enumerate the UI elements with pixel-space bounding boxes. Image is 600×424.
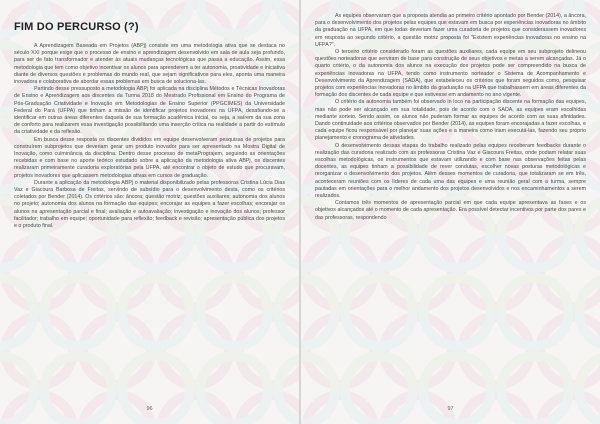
left-page — [0, 0, 299, 424]
right-page — [301, 0, 600, 424]
page-number: 97 — [447, 406, 454, 412]
left-body-text — [14, 43, 285, 230]
paragraph: Partindo desse pressuposto a metodologia ABPj foi aplicada na disciplina Métodos e Técnicas Inovadoras de Ensino e Aprendizagem aos discentes da Turma 2018 do Mestrado Profissional em Ensino do Programa de Pós-Graduação Criatividade e Inovação em Metodologias de Ensino Superior (PPGCIMES) da Universidade Federal do Pará (UFPA) que tinham a missão de identificar projetos inovadores na UFPA, desafiando-se a identificar em outras áreas diferentes daquela de sua formação acadêmica inicial, ou seja, a saírem da sua zona de conforto para realizarem essa investigação possibilitando uma inserção crítica na realidade a partir do estímulo da criatividade e da reflexão. — [14, 86, 285, 136]
paragraph: O desenvolvimento dessas etapas do trabalho realizado pelas equipes receberam feedbacks durante o realização das curadoria realizado com as professoras Cristina Vaz e Giacoura Freitas, onde podiam relatar suas escolhas metodológicas, os instrumentos que estavam utilizando e com base nas observações feitas pelas docentes, as equipes tinham a possibilidade de rever condutas, escolher novas posturas metodológicas e reorganizar o desenvolvimento dos projetos. Além desses momentos de curadoria, que totalizaram se em três, aconteceram reuniões com os líderes de cada uma das equipes e uma reunião geral com a turma, sempre pautadas em orientações para o melhor andamento dos projetos desenvolvidos e nos encaminhamentos a serem realizados. — [315, 142, 586, 200]
paragraph: As equipes observaram que a proposta atendia ao primeiro critério apontado por Bender (2014), a âncora, para o desenvolvimento dos projetos pelas equipes que estavam em busca por experiências inovadoras no âmbito da graduação na UFPA, em que todas deveriam fazer uma curadoria de projetos que considerassem inovadores em resposta ao segundo critério, a questão motriz proposta foi "Existem experiências inovadoras no ensino na UFPA?". — [315, 13, 586, 48]
page-number: 96 — [146, 406, 153, 412]
paragraph: Durante a aplicação da metodologia ABPj o material disponibilizado pelas professoras Cristina Lúcia Dias Vaz e Giacoura Barbosa de Freitas, servindo de subsídio para o desenvolvimento desta, como os critérios coletados por Bender (2014). Os critérios são: âncora; questão motriz; questões auxiliares; autonomia dos alunos no projeto; autonomia dos alunos na formação das equipes; encorajar as equipes a fazer escolhas; encorajar os alunos na apresentação parcial e final; avaliação e autoavaliação; investigação e inovação dos alunos; professor facilitador; trabalho em equipe; oportunidade para reflexão; feedback e revisão; apresentação pública dos projetos e o produto final. — [14, 179, 285, 230]
paragraph: Contamos três momentos de apresentação parcial em que cada equipe apresentava as fases e os objetivos alcançados até o momento de cada apresentação. Era possível detectar incentivos por parte dos pares e das professoras, respondendo — [315, 200, 586, 221]
paragraph: O terceiro critério considerado foram as questões auxiliares, cada equipe em seu subprojeto delineou questões norteadoras que serviram de base para construção de seus objetivos e metas a serem alcançadas. Já o quarto critério, o da autonomia dos alunos na execução dos projetos pode ser compreendido na busca de experiências inovadoras na UFPA, tendo como instrumento norteador o Sistema de Acompanhamento e Desenvolvimento da Aprendizagem (SADA), que estabeleceu os critérios que foram seguidos como, pesquisar projetos com experiências inovadoras no âmbito da graduação na UFPA que trabalhassem em áreas diferentes da formação dos discentes de cada equipe e que estivesse em andamento no ano vigente. — [315, 49, 586, 99]
paragraph: O critério da autonomia também foi observado in loco na participação discente na formação das equipes, mas não pode ser alcançado em sua totalidade, pois de acordo com o SADA, as equipes eram escolhidas mediante sorteio. Sendo assim, os alunos não puderam formar as equipes de acordo com as suas afinidades. Dando continuidade aos critérios observados por Bender (2014), as equipes foram encorajadas a fazer escolhas, e cada equipe ficou responsável por planejar suas ações e a maneira como iriam executá-las, fazendo seu próprio planejamento e cronograma de atividades. — [315, 99, 586, 142]
paragraph: Em busca desse resposta os discentes divididos em equipe desenvolveram pesquisas de projetos para construírem subprojetos que deveriam gerar um produto inovador para ser apresentado na Mostra Digital de Inovação, como culminância da disciplina. Dentro desse processo de metaPrograjem, seguindo as orientações recebidas e com base no aporte teórico estudado sobre a aplicação da metodologia ativa ABPj, os discentes realizaram primeiramente curadoria exploratórias pela UFPA, até encontrar o objeto de estudo que procuravam, projetos inovadores que aplicassem metodologias ativas em cursos de graduação. — [14, 136, 285, 179]
page-title: FIM DO PERCURSO (?) — [14, 21, 139, 33]
paragraph: A Aprendizagem Baseada em Projetos (ABPj) consiste em uma metodologia ativa que se destaca no século XXI porque exige que o processo de ensino e aprendizagem desenvolvido em sala de aula seja profundo, para ser de fato transformador e atender às atuais mudanças tecnológicas que passa a educação. Assim, essa metodologia que tem como objetivo incentivar os alunos para aprenderem a ter autonomia, proatividade e iniciativa diante de diversos questões e problemas do mundo real, que sejam significativos para eles, aponta uma maneira inovadora e colaborativa de abordar essas problemas em busca de soluciona-las. — [14, 43, 285, 86]
right-body-text — [315, 13, 586, 222]
